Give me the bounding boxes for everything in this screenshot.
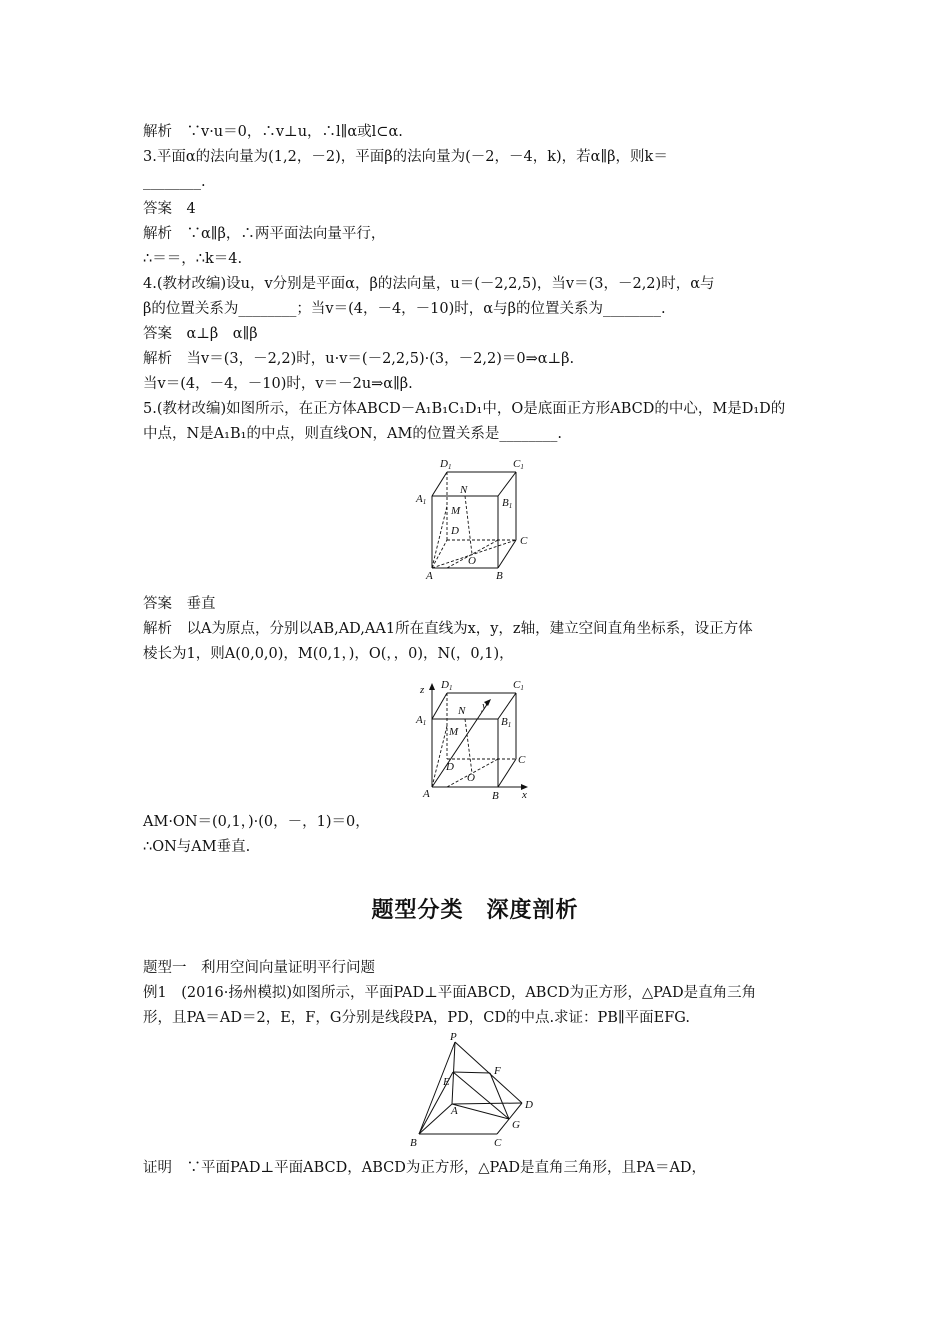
cube-figure — [410, 452, 540, 582]
answer-blank: ________. — [143, 174, 206, 190]
label-c: C — [520, 535, 528, 547]
label-b: B — [492, 790, 499, 802]
text-line: β的位置关系为________；当v＝(4，－4，－10)时，α与β的位置关系为________. — [143, 301, 666, 317]
example-1: 例1 (2016·扬州模拟)如图所示，平面PAD⊥平面ABCD，ABCD为正方形，△PAD是直角三角 — [143, 985, 757, 1001]
label-g: G — [512, 1119, 520, 1131]
label-a: A — [451, 1105, 458, 1117]
label-d: D — [525, 1099, 533, 1111]
cube-axes-figure — [412, 673, 547, 803]
text-line: 当v＝(4，－4，－10)时，v＝－2u⇒α∥β. — [143, 376, 413, 392]
label-n: N — [460, 484, 468, 496]
label-a: A — [426, 570, 433, 582]
text-line: 解析 ∵α∥β，∴两平面法向量平行， — [143, 226, 386, 242]
text-line: 形，且PA＝AD＝2，E，F，G分别是线段PA，PD，CD的中点.求证：PB∥平面EFG. — [143, 1010, 690, 1026]
text-line: 解析 ∵v·u＝0，∴v⊥u，∴l∥α或l⊂α. — [143, 124, 403, 140]
question-5: 5.(教材改编)如图所示，在正方体ABCD－A₁B₁C₁D₁中，O是底面正方形ABCD的中心，M是D₁D的 — [143, 401, 786, 417]
label-f: F — [494, 1065, 501, 1077]
axis-z: z — [420, 684, 425, 696]
text-line: 解析 当v＝(3，－2,2)时，u·v＝(－2,2,5)·(3，－2,2)＝0⇒α⊥β. — [143, 351, 575, 367]
label-c1: C1 — [513, 679, 524, 692]
label-e: E — [443, 1076, 450, 1088]
pyramid-figure — [405, 1030, 545, 1152]
label-c1: C1 — [513, 458, 524, 471]
label-b1: B1 — [502, 497, 513, 510]
axis-y: y — [482, 700, 487, 712]
label-a1: A1 — [416, 714, 427, 727]
label-m: M — [451, 505, 461, 517]
question-3: 3.平面α的法向量为(1,2，－2)，平面β的法向量为(－2，－4，k)，若α∥β，则k＝ — [143, 149, 668, 165]
label-b: B — [496, 570, 503, 582]
answer-line: 答案 垂直 — [143, 596, 216, 612]
label-b1: B1 — [501, 716, 512, 729]
text-line: ∴＝＝，∴k＝4. — [143, 251, 243, 267]
axis-x: x — [522, 789, 527, 801]
text-line: ∴ON与AM垂直. — [143, 839, 251, 855]
label-d1: D1 — [440, 458, 452, 471]
text-line: 解析 以A为原点，分别以AB,AD,AA1所在直线为x，y，z轴，建立空间直角坐标系，设正方体 — [143, 621, 753, 637]
label-c: C — [494, 1137, 502, 1149]
label-p: P — [450, 1031, 457, 1043]
label-b: B — [410, 1137, 417, 1149]
text-line: 中点，N是A₁B₁的中点，则直线ON，AM的位置关系是________. — [143, 426, 562, 442]
label-d: D — [451, 525, 459, 537]
answer-line: 答案 α⊥β α∥β — [143, 326, 258, 342]
label-c: C — [518, 754, 526, 766]
answer-line: 答案 4 — [143, 201, 196, 217]
label-a: A — [423, 788, 430, 800]
label-d1: D1 — [441, 679, 453, 692]
label-n: N — [458, 705, 466, 717]
label-d: D — [446, 761, 454, 773]
topic-title: 题型一 利用空间向量证明平行问题 — [143, 960, 375, 976]
question-4: 4.(教材改编)设u，v分别是平面α，β的法向量，u＝(－2,2,5)，当v＝(3，－2,2)时，α与 — [143, 276, 715, 292]
section-heading: 题型分类 深度剖析 — [371, 898, 579, 923]
text-line: AM·ON＝(0,1，)·(0，－，1)＝0， — [143, 814, 370, 830]
label-a1: A1 — [416, 493, 427, 506]
label-o: O — [467, 772, 475, 784]
text-line: 棱长为1，则A(0,0,0)，M(0,1，)，O(，，0)，N(，0,1)， — [143, 646, 514, 662]
label-o: O — [468, 555, 476, 567]
label-m: M — [449, 726, 459, 738]
proof-line: 证明 ∵平面PAD⊥平面ABCD，ABCD为正方形，△PAD是直角三角形，且PA＝AD， — [143, 1160, 707, 1176]
